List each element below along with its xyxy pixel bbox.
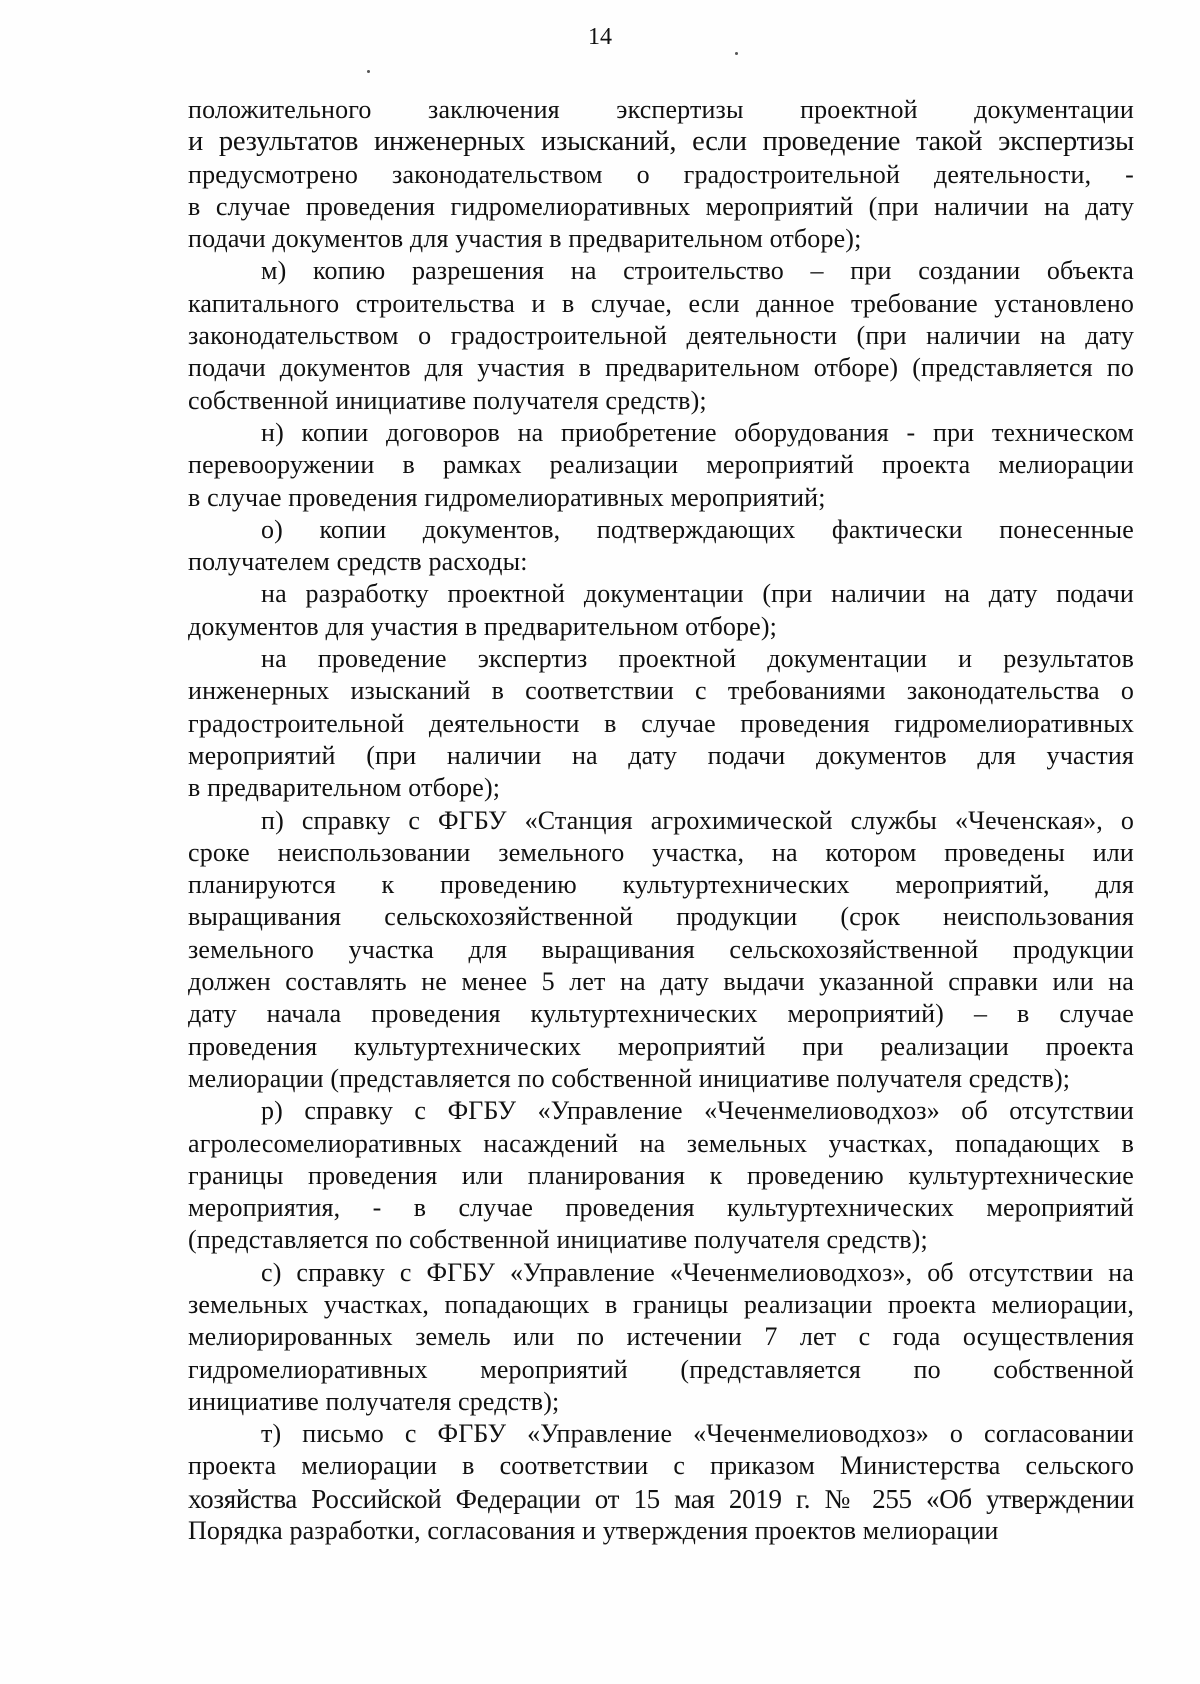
text-line: земельных участках, попадающих в границы реализации проекта мелиорации, [188, 1289, 1134, 1319]
text-line: Порядка разработки, согласования и утверждения проектов мелиорации [188, 1516, 999, 1546]
text-line: документов для участия в предварительном отборе); [188, 611, 778, 641]
text-line: градостроительной деятельности в случае проведения гидромелиоративных [188, 708, 1134, 738]
text-line: (представляется по собственной инициативе получателя средств); [188, 1225, 928, 1255]
text-line: на разработку проектной документации (при наличии на дату подачи [261, 579, 1134, 609]
text-line: п) справку с ФГБУ «Станция агрохимической службы «Чеченская», о [261, 805, 1134, 835]
text-line: р) справку с ФГБУ «Управление «Чеченмелиоводхоз» об отсутствии [261, 1096, 1134, 1126]
text-line: м) копию разрешения на строительство – при создании объекта [261, 256, 1134, 286]
text-line: сроке неиспользовании земельного участка, на котором проведены или [188, 837, 1134, 867]
text-line: в случае проведения гидромелиоративных мероприятий (при наличии на дату [188, 191, 1134, 221]
text-line: агролесомелиоративных насаждений на земельных участках, попадающих в [188, 1128, 1134, 1158]
text-line: получателем средств расходы: [188, 547, 528, 577]
paragraph-item-m [188, 255, 1134, 416]
text-line: перевооружении в рамках реализации мероприятий проекта мелиорации [188, 450, 1134, 480]
paragraph-item-s [188, 1257, 1134, 1418]
text-line: хозяйства Российской Федерации от 15 мая 2019 г. № 255 «Об утверждении [188, 1483, 1134, 1514]
paragraph-item-o [188, 514, 1134, 579]
text-line: подачи документов для участия в предварительном отборе); [188, 224, 862, 254]
paragraph-item-t [188, 1418, 1134, 1547]
text-line: положительного заключения экспертизы проектной документации [188, 95, 1134, 124]
text-line: н) копии договоров на приобретение оборудования - при техническом [261, 417, 1134, 447]
text-line: в случае проведения гидромелиоративных мероприятий; [188, 482, 826, 512]
text-line: мелиорации (представляется по собственной инициативе получателя средств); [188, 1063, 1071, 1093]
text-line: на проведение экспертиз проектной документации и результатов [261, 644, 1134, 674]
paragraph-item-n [188, 417, 1134, 514]
text-line: выращивания сельскохозяйственной продукции (срок неиспользования [188, 902, 1134, 932]
text-line: должен составлять не менее 5 лет на дату выдачи указанной справки или на [188, 967, 1134, 997]
scan-speck [367, 70, 370, 73]
text-line: проекта мелиорации в соответствии с приказом Министерства сельского [188, 1451, 1134, 1481]
paragraph-item-r [188, 1095, 1134, 1256]
text-line: собственной инициативе получателя средств); [188, 385, 707, 415]
text-line: с) справку с ФГБУ «Управление «Чеченмелиоводхоз», об отсутствии на [261, 1257, 1134, 1287]
text-line: мероприятия, - в случае проведения культуртехнических мероприятий [188, 1193, 1134, 1223]
document-body [188, 94, 1134, 1547]
text-line: границы проведения или планирования к проведению культуртехнические [188, 1160, 1134, 1190]
text-line: в предварительном отборе); [188, 773, 501, 803]
text-line: законодательством о градостроительной деятельности (при наличии на дату [188, 321, 1134, 351]
text-line: инженерных изысканий в соответствии с требованиями законодательства о [188, 676, 1134, 706]
paragraph-continuation [188, 94, 1134, 255]
paragraph-item-o-2 [188, 643, 1134, 804]
text-line: мелиорированных земель или по истечении 7 лет с года осуществления [188, 1322, 1134, 1352]
scan-speck [735, 52, 738, 55]
paragraph-item-p [188, 805, 1134, 1096]
page-number: 14 [588, 24, 612, 50]
text-line: дату начала проведения культуртехнических мероприятий) – в случае [188, 999, 1134, 1029]
text-line: гидромелиоративных мероприятий (представляется по собственной [188, 1354, 1134, 1384]
text-line: проведения культуртехнических мероприятий при реализации проекта [188, 1031, 1134, 1061]
text-line: о) копии документов, подтверждающих фактически понесенные [261, 514, 1134, 544]
text-line: капитального строительства и в случае, если данное требование установлено [188, 288, 1134, 318]
text-line: инициативе получателя средств); [188, 1386, 560, 1416]
text-line: подачи документов для участия в предварительном отборе) (представляется по [188, 353, 1134, 383]
text-line: планируются к проведению культуртехнических мероприятий, для [188, 870, 1134, 900]
text-line: т) письмо с ФГБУ «Управление «Чеченмелиоводхоз» о согласовании [261, 1419, 1134, 1449]
text-line: мероприятий (при наличии на дату подачи документов для участия [188, 740, 1134, 770]
paragraph-item-o-1 [188, 578, 1134, 643]
text-line: земельного участка для выращивания сельскохозяйственной продукции [188, 934, 1134, 964]
text-line: и результатов инженерных изысканий, если проведение такой экспертизы [188, 126, 1134, 158]
text-line: предусмотрено законодательством о градостроительной деятельности, - [188, 159, 1134, 189]
